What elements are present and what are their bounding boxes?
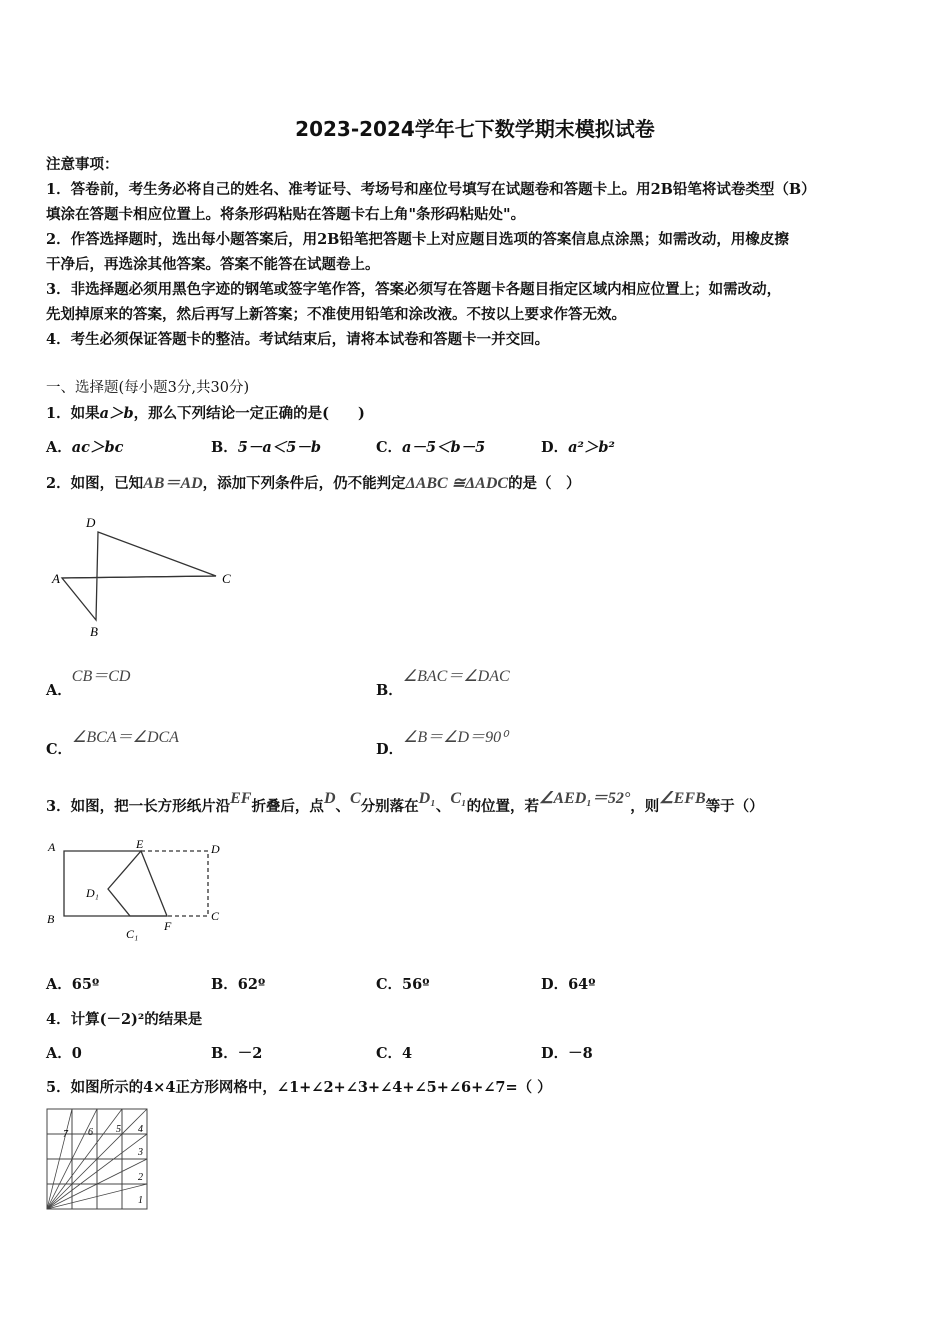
diagonal-ac: [62, 576, 216, 578]
rectangle-dashed: [141, 851, 208, 916]
svg-text:5: 5: [116, 1124, 121, 1135]
question-3: 3．如图，把一长方形纸片沿EF折叠后，点D、C分别落在D₁、C₁的位置，若∠AED₁＝52°，则∠EFB等于（）: [46, 790, 764, 815]
label-d: D: [211, 842, 220, 856]
folded-flap: [108, 851, 167, 916]
label-a: A: [52, 571, 60, 586]
q2-option-d: D．∠B＝∠D＝90⁰: [376, 729, 508, 758]
q1-option-c: C．a－5＜b－5: [376, 439, 486, 456]
q2-expr: ΔABC ≅ΔADC: [405, 475, 509, 492]
notice-heading: 注意事项：: [46, 156, 119, 173]
q2-kite-figure: [46, 510, 246, 645]
q5-grid-figure: [46, 1108, 152, 1212]
notice-line: 填涂在答题卡相应位置上。将条形码粘贴在答题卡右上角"条形码粘贴处"。: [46, 206, 526, 223]
q2-option-c: C．∠BCA＝∠DCA: [46, 729, 179, 758]
notice-line: 4．考生必须保证答题卡的整洁。考试结束后，请将本试卷和答题卡一并交回。: [46, 331, 550, 348]
rectangle-solid: [64, 851, 167, 916]
question-5: 5．如图所示的4×4正方形网格中，∠1+∠2+∠3+∠4+∠5+∠6+∠7=（ ）: [46, 1079, 552, 1096]
q3-option-d: D．64º: [541, 976, 596, 993]
label-f: F: [164, 919, 172, 933]
q2-option-a: A．CB＝CD: [46, 668, 131, 699]
q3-option-b: B．62º: [211, 976, 266, 993]
q4-option-a: A．0: [46, 1045, 82, 1062]
angle-labels: [63, 1124, 143, 1206]
svg-text:3: 3: [138, 1147, 143, 1158]
q1-option-a: A．ac＞bc: [46, 439, 124, 456]
svg-text:7: 7: [63, 1129, 68, 1140]
label-d1: D₁: [86, 886, 99, 900]
svg-text:6: 6: [88, 1127, 93, 1138]
label-c: C: [211, 909, 220, 923]
svg-text:1: 1: [138, 1195, 143, 1206]
label-e: E: [136, 837, 144, 851]
notice-line: 2．作答选择题时，选出每小题答案后，用2B铅笔把答题卡上对应题目选项的答案信息点涂黑；如需改动，用橡皮擦: [46, 231, 789, 248]
q2-cond: AB＝AD: [143, 475, 203, 492]
label-b: B: [47, 912, 55, 926]
q4-option-b: B．－2: [211, 1045, 263, 1062]
section-heading: 一、选择题(每小题3分,共30分): [46, 380, 250, 396]
q1-cond: a＞b: [99, 405, 134, 422]
label-b: B: [90, 624, 98, 639]
q1-option-d: D．a²＞b²: [541, 439, 615, 456]
q1-pre: 1．如果: [46, 405, 100, 422]
svg-text:4: 4: [138, 1124, 143, 1135]
q4-option-c: C．4: [376, 1045, 413, 1062]
q4-option-d: D．－8: [541, 1045, 593, 1062]
q3-option-c: C．56º: [376, 976, 430, 993]
notice-line: 先划掉原来的答案，然后再写上新答案；不准使用铅笔和涂改液。不按以上要求作答无效。: [46, 306, 626, 323]
label-a: A: [48, 840, 56, 854]
q1-option-b: B．5－a＜5－b: [211, 439, 321, 456]
label-d: D: [86, 515, 96, 530]
question-1: [46, 402, 365, 423]
label-c1: C₁: [126, 927, 139, 941]
label-c: C: [222, 571, 231, 586]
q2-option-b: B．∠BAC＝∠DAC: [376, 668, 510, 699]
q3-option-a: A．65º: [46, 976, 100, 993]
svg-text:2: 2: [138, 1172, 143, 1183]
question-2: 2．如图，已知AB＝AD，添加下列条件后，仍不能判定ΔABC ≅ΔADC的是（ ）: [46, 475, 581, 492]
notice-line: 干净后，再选涂其他答案。答案不能答在试题卷上。: [46, 256, 380, 273]
exam-title: 2023-2024学年七下数学期末模拟试卷: [295, 117, 655, 141]
q3-fold-figure: [44, 832, 234, 947]
notice-line: 3．非选择题必须用黑色字迹的钢笔或签字笔作答，答案必须写在答题卡各题目指定区域内相应位置上；如需改动，: [46, 281, 782, 298]
question-4: 4．计算(－2)²的结果是: [46, 1011, 203, 1028]
notice-line: 1．答卷前，考生务必将自己的姓名、准考证号、考场号和座位号填写在试题卷和答题卡上。用2B铅笔将试卷类型（B）: [46, 181, 816, 198]
q1-post: ，那么下列结论一定正确的是( ): [133, 405, 365, 422]
